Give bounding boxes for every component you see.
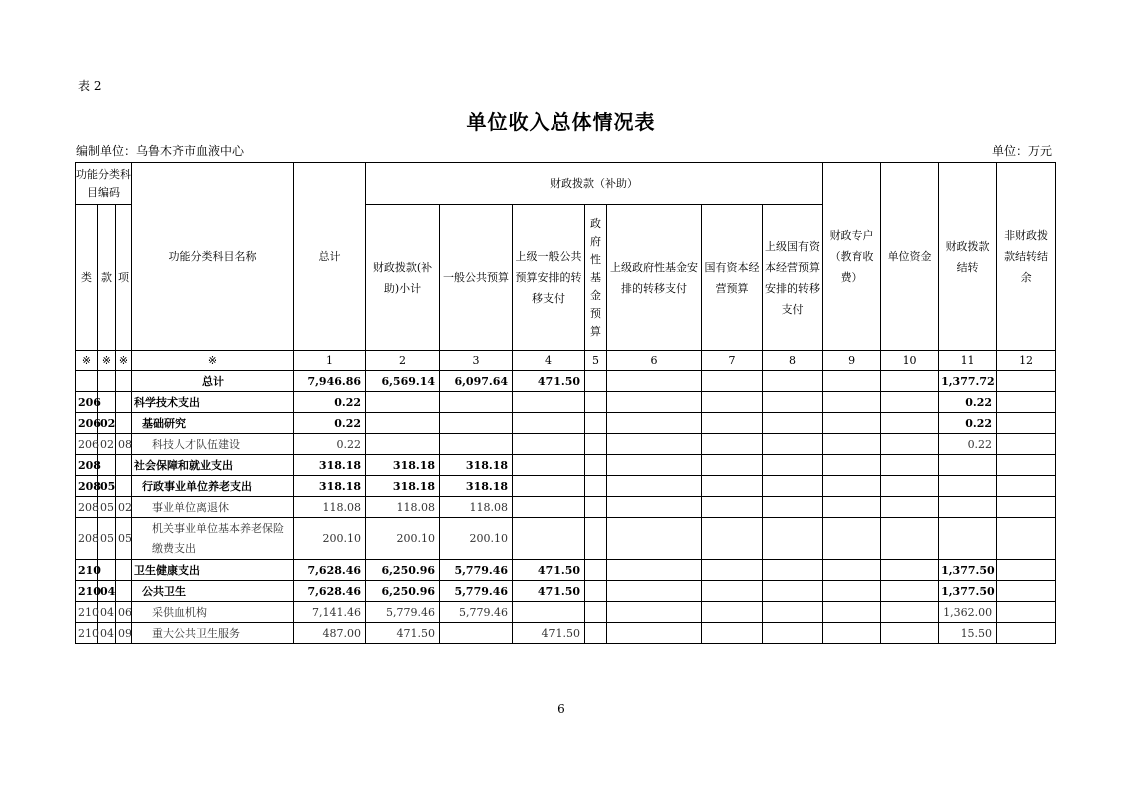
row-value-cell [997, 602, 1056, 623]
row-value-cell [823, 560, 881, 581]
row-value-cell: 1,377.72 [939, 371, 997, 392]
row-value-cell: 7,628.46 [294, 560, 366, 581]
table-row [76, 434, 1056, 455]
page-number: 6 [557, 702, 565, 716]
row-value-cell: 15.50 [939, 623, 997, 644]
row-value-cell [440, 413, 513, 434]
header-fiscal-group: 财政拨款（补助） [366, 163, 823, 205]
row-value-cell [997, 518, 1056, 560]
row-code-cell [116, 392, 132, 413]
row-value-cell [585, 413, 607, 434]
row-value-cell [823, 371, 881, 392]
row-value-cell [823, 413, 881, 434]
row-value-cell [763, 413, 823, 434]
table-row [76, 371, 1056, 392]
row-code-cell [116, 560, 132, 581]
row-value-cell [763, 623, 823, 644]
row-value-cell [585, 476, 607, 497]
row-name-cell: 基础研究 [132, 413, 294, 434]
row-name-cell: 科技人才队伍建设 [132, 434, 294, 455]
row-name-cell: 总计 [132, 371, 294, 392]
row-value-cell [823, 518, 881, 560]
row-value-cell [763, 518, 823, 560]
row-value-cell [607, 623, 702, 644]
row-code-cell [116, 476, 132, 497]
row-code-cell: 210 [76, 623, 98, 644]
row-code-cell: 02 [98, 413, 116, 434]
row-value-cell [939, 455, 997, 476]
row-value-cell: 1,377.50 [939, 560, 997, 581]
row-value-cell [823, 455, 881, 476]
row-value-cell [881, 476, 939, 497]
row-value-cell [823, 476, 881, 497]
row-value-cell: 318.18 [294, 476, 366, 497]
column-index-cell: ※ [132, 351, 294, 371]
header-name: 功能分类科目名称 [132, 163, 294, 351]
row-value-cell: 6,250.96 [366, 581, 440, 602]
row-value-cell [585, 497, 607, 518]
row-value-cell [881, 455, 939, 476]
header-c5: 政府性基金预算 [585, 205, 607, 351]
row-value-cell [702, 413, 763, 434]
column-index-cell: 4 [513, 351, 585, 371]
row-name-cell: 社会保障和就业支出 [132, 455, 294, 476]
column-index-cell: 8 [763, 351, 823, 371]
row-value-cell [881, 623, 939, 644]
row-value-cell [513, 518, 585, 560]
row-value-cell [702, 392, 763, 413]
row-name-cell: 采供血机构 [132, 602, 294, 623]
row-value-cell: 0.22 [939, 434, 997, 455]
row-code-cell [116, 581, 132, 602]
table-row [76, 476, 1056, 497]
header-c6: 上级政府性基金安排的转移支付 [607, 205, 702, 351]
row-value-cell [702, 371, 763, 392]
header-func-code: 功能分类科目编码 [76, 163, 132, 205]
column-index-row [76, 351, 1056, 371]
row-value-cell [607, 581, 702, 602]
row-code-cell: 04 [98, 623, 116, 644]
row-code-cell [76, 371, 98, 392]
row-value-cell [607, 602, 702, 623]
row-value-cell: 318.18 [366, 455, 440, 476]
header-lei: 类 [76, 205, 98, 351]
row-value-cell: 318.18 [366, 476, 440, 497]
row-value-cell: 5,779.46 [440, 560, 513, 581]
row-value-cell [823, 623, 881, 644]
row-value-cell [997, 455, 1056, 476]
header-c11: 财政拨款结转 [939, 163, 997, 351]
row-code-cell [116, 371, 132, 392]
header-c4: 上级一般公共预算安排的转移支付 [513, 205, 585, 351]
row-value-cell [366, 434, 440, 455]
table-body [76, 371, 1056, 644]
row-value-cell [763, 392, 823, 413]
table-row [76, 602, 1056, 623]
row-name-cell: 重大公共卫生服务 [132, 623, 294, 644]
row-value-cell [997, 434, 1056, 455]
row-value-cell [763, 581, 823, 602]
row-value-cell [881, 581, 939, 602]
column-index-cell: 3 [440, 351, 513, 371]
column-index-cell: 2 [366, 351, 440, 371]
row-value-cell [939, 497, 997, 518]
header-total: 总计 [294, 163, 366, 351]
header-c8: 上级国有资本经营预算安排的转移支付 [763, 205, 823, 351]
row-code-cell: 210 [76, 602, 98, 623]
row-value-cell [585, 623, 607, 644]
row-value-cell [513, 392, 585, 413]
row-value-cell [513, 434, 585, 455]
row-value-cell [702, 602, 763, 623]
row-value-cell [702, 434, 763, 455]
row-value-cell [607, 497, 702, 518]
column-index-cell: 1 [294, 351, 366, 371]
row-value-cell [513, 413, 585, 434]
column-index-cell: ※ [116, 351, 132, 371]
header-c2: 财政拨款(补助)小计 [366, 205, 440, 351]
row-code-cell: 08 [116, 434, 132, 455]
table-row [76, 560, 1056, 581]
column-index-cell: ※ [98, 351, 116, 371]
row-value-cell [997, 581, 1056, 602]
row-value-cell: 6,097.64 [440, 371, 513, 392]
row-value-cell [585, 581, 607, 602]
row-value-cell: 318.18 [440, 476, 513, 497]
row-value-cell [763, 602, 823, 623]
column-index-cell: ※ [76, 351, 98, 371]
row-code-cell: 05 [98, 476, 116, 497]
row-value-cell: 471.50 [513, 560, 585, 581]
row-value-cell [823, 434, 881, 455]
row-value-cell: 7,141.46 [294, 602, 366, 623]
row-code-cell: 208 [76, 455, 98, 476]
row-code-cell: 05 [98, 497, 116, 518]
row-code-cell: 05 [98, 518, 116, 560]
row-value-cell [881, 497, 939, 518]
column-index-cell: 11 [939, 351, 997, 371]
row-code-cell: 02 [98, 434, 116, 455]
row-code-cell: 210 [76, 560, 98, 581]
row-value-cell [366, 413, 440, 434]
row-value-cell: 118.08 [366, 497, 440, 518]
row-value-cell [997, 371, 1056, 392]
row-value-cell [585, 371, 607, 392]
row-value-cell [607, 476, 702, 497]
row-value-cell [513, 602, 585, 623]
column-index-cell: 12 [997, 351, 1056, 371]
row-value-cell [823, 497, 881, 518]
row-value-cell [702, 623, 763, 644]
table-row [76, 497, 1056, 518]
row-value-cell [702, 560, 763, 581]
row-value-cell: 471.50 [513, 371, 585, 392]
row-value-cell [763, 455, 823, 476]
row-value-cell [881, 602, 939, 623]
row-code-cell [116, 413, 132, 434]
column-index-cell: 7 [702, 351, 763, 371]
row-value-cell [585, 434, 607, 455]
row-code-cell: 210 [76, 581, 98, 602]
row-value-cell [881, 371, 939, 392]
row-value-cell [607, 392, 702, 413]
row-value-cell [607, 434, 702, 455]
row-value-cell [440, 434, 513, 455]
table-row [76, 455, 1056, 476]
row-value-cell [997, 413, 1056, 434]
row-value-cell: 0.22 [294, 413, 366, 434]
row-value-cell [763, 497, 823, 518]
unit-label: 单位：万元 [991, 144, 1052, 158]
row-value-cell: 1,377.50 [939, 581, 997, 602]
row-value-cell: 1,362.00 [939, 602, 997, 623]
row-value-cell [513, 497, 585, 518]
row-name-cell: 科学技术支出 [132, 392, 294, 413]
row-value-cell: 6,569.14 [366, 371, 440, 392]
row-code-cell: 206 [76, 392, 98, 413]
row-value-cell: 200.10 [440, 518, 513, 560]
row-value-cell [881, 434, 939, 455]
row-code-cell: 206 [76, 413, 98, 434]
row-name-cell: 公共卫生 [132, 581, 294, 602]
row-value-cell [513, 476, 585, 497]
row-value-cell: 318.18 [440, 455, 513, 476]
row-value-cell [440, 392, 513, 413]
row-value-cell [366, 392, 440, 413]
row-value-cell [513, 455, 585, 476]
table-row [76, 413, 1056, 434]
row-code-cell: 208 [76, 518, 98, 560]
row-value-cell [702, 455, 763, 476]
column-index-cell: 6 [607, 351, 702, 371]
row-value-cell [823, 602, 881, 623]
row-value-cell [823, 581, 881, 602]
row-value-cell: 0.22 [939, 413, 997, 434]
row-value-cell: 118.08 [440, 497, 513, 518]
row-value-cell: 118.08 [294, 497, 366, 518]
row-value-cell [585, 560, 607, 581]
row-value-cell: 6,250.96 [366, 560, 440, 581]
row-value-cell: 471.50 [513, 581, 585, 602]
header-c12: 非财政拨款结转结余 [997, 163, 1056, 351]
column-index-cell: 10 [881, 351, 939, 371]
row-code-cell: 09 [116, 623, 132, 644]
row-code-cell [116, 455, 132, 476]
row-value-cell: 318.18 [294, 455, 366, 476]
organization-label: 编制单位：乌鲁木齐市血液中心 [76, 144, 245, 158]
row-value-cell [607, 371, 702, 392]
row-value-cell [997, 497, 1056, 518]
header-c10: 单位资金 [881, 163, 939, 351]
row-name-cell: 机关事业单位基本养老保险缴费支出 [132, 518, 294, 560]
row-value-cell: 0.22 [939, 392, 997, 413]
row-name-cell: 事业单位离退休 [132, 497, 294, 518]
row-name-cell: 卫生健康支出 [132, 560, 294, 581]
header-c9: 财政专户（教育收费） [823, 163, 881, 351]
row-value-cell: 7,946.86 [294, 371, 366, 392]
income-table [75, 162, 1056, 644]
row-value-cell [607, 455, 702, 476]
row-value-cell [440, 623, 513, 644]
page-title: 单位收入总体情况表 [466, 110, 656, 134]
column-index-cell: 5 [585, 351, 607, 371]
row-code-cell [98, 371, 116, 392]
table-row [76, 623, 1056, 644]
row-value-cell [881, 413, 939, 434]
table-row [76, 392, 1056, 413]
row-value-cell [939, 476, 997, 497]
row-value-cell: 200.10 [294, 518, 366, 560]
row-value-cell [939, 518, 997, 560]
header-c7: 国有资本经营预算 [702, 205, 763, 351]
row-value-cell [702, 497, 763, 518]
row-value-cell [702, 476, 763, 497]
row-value-cell [585, 518, 607, 560]
row-value-cell [763, 560, 823, 581]
row-value-cell [607, 560, 702, 581]
row-value-cell [702, 581, 763, 602]
row-value-cell [881, 518, 939, 560]
row-code-cell: 05 [116, 518, 132, 560]
row-code-cell: 04 [98, 602, 116, 623]
row-value-cell: 0.22 [294, 434, 366, 455]
row-value-cell: 487.00 [294, 623, 366, 644]
row-value-cell [881, 560, 939, 581]
row-code-cell: 02 [116, 497, 132, 518]
row-code-cell: 208 [76, 476, 98, 497]
row-value-cell [585, 455, 607, 476]
row-name-cell: 行政事业单位养老支出 [132, 476, 294, 497]
row-value-cell [763, 476, 823, 497]
row-value-cell [997, 392, 1056, 413]
row-value-cell [997, 623, 1056, 644]
row-value-cell [702, 518, 763, 560]
row-value-cell: 471.50 [513, 623, 585, 644]
row-value-cell [997, 560, 1056, 581]
header-kuan: 款 [98, 205, 116, 351]
row-value-cell: 5,779.46 [440, 602, 513, 623]
row-value-cell [763, 434, 823, 455]
row-value-cell: 0.22 [294, 392, 366, 413]
row-value-cell [585, 392, 607, 413]
column-index-cell: 9 [823, 351, 881, 371]
table-number: 表 2 [78, 79, 102, 93]
row-code-cell: 206 [76, 434, 98, 455]
row-code-cell: 208 [76, 497, 98, 518]
row-value-cell: 5,779.46 [440, 581, 513, 602]
row-value-cell [607, 518, 702, 560]
row-value-cell [607, 413, 702, 434]
header-c3: 一般公共预算 [440, 205, 513, 351]
row-value-cell [997, 476, 1056, 497]
row-value-cell: 200.10 [366, 518, 440, 560]
row-code-cell: 06 [116, 602, 132, 623]
row-value-cell: 7,628.46 [294, 581, 366, 602]
row-value-cell: 471.50 [366, 623, 440, 644]
row-value-cell [585, 602, 607, 623]
header-xiang: 项 [116, 205, 132, 351]
table-row [76, 581, 1056, 602]
row-value-cell [823, 392, 881, 413]
row-value-cell [763, 371, 823, 392]
row-value-cell: 5,779.46 [366, 602, 440, 623]
row-code-cell: 04 [98, 581, 116, 602]
row-value-cell [881, 392, 939, 413]
table-row [76, 518, 1056, 560]
